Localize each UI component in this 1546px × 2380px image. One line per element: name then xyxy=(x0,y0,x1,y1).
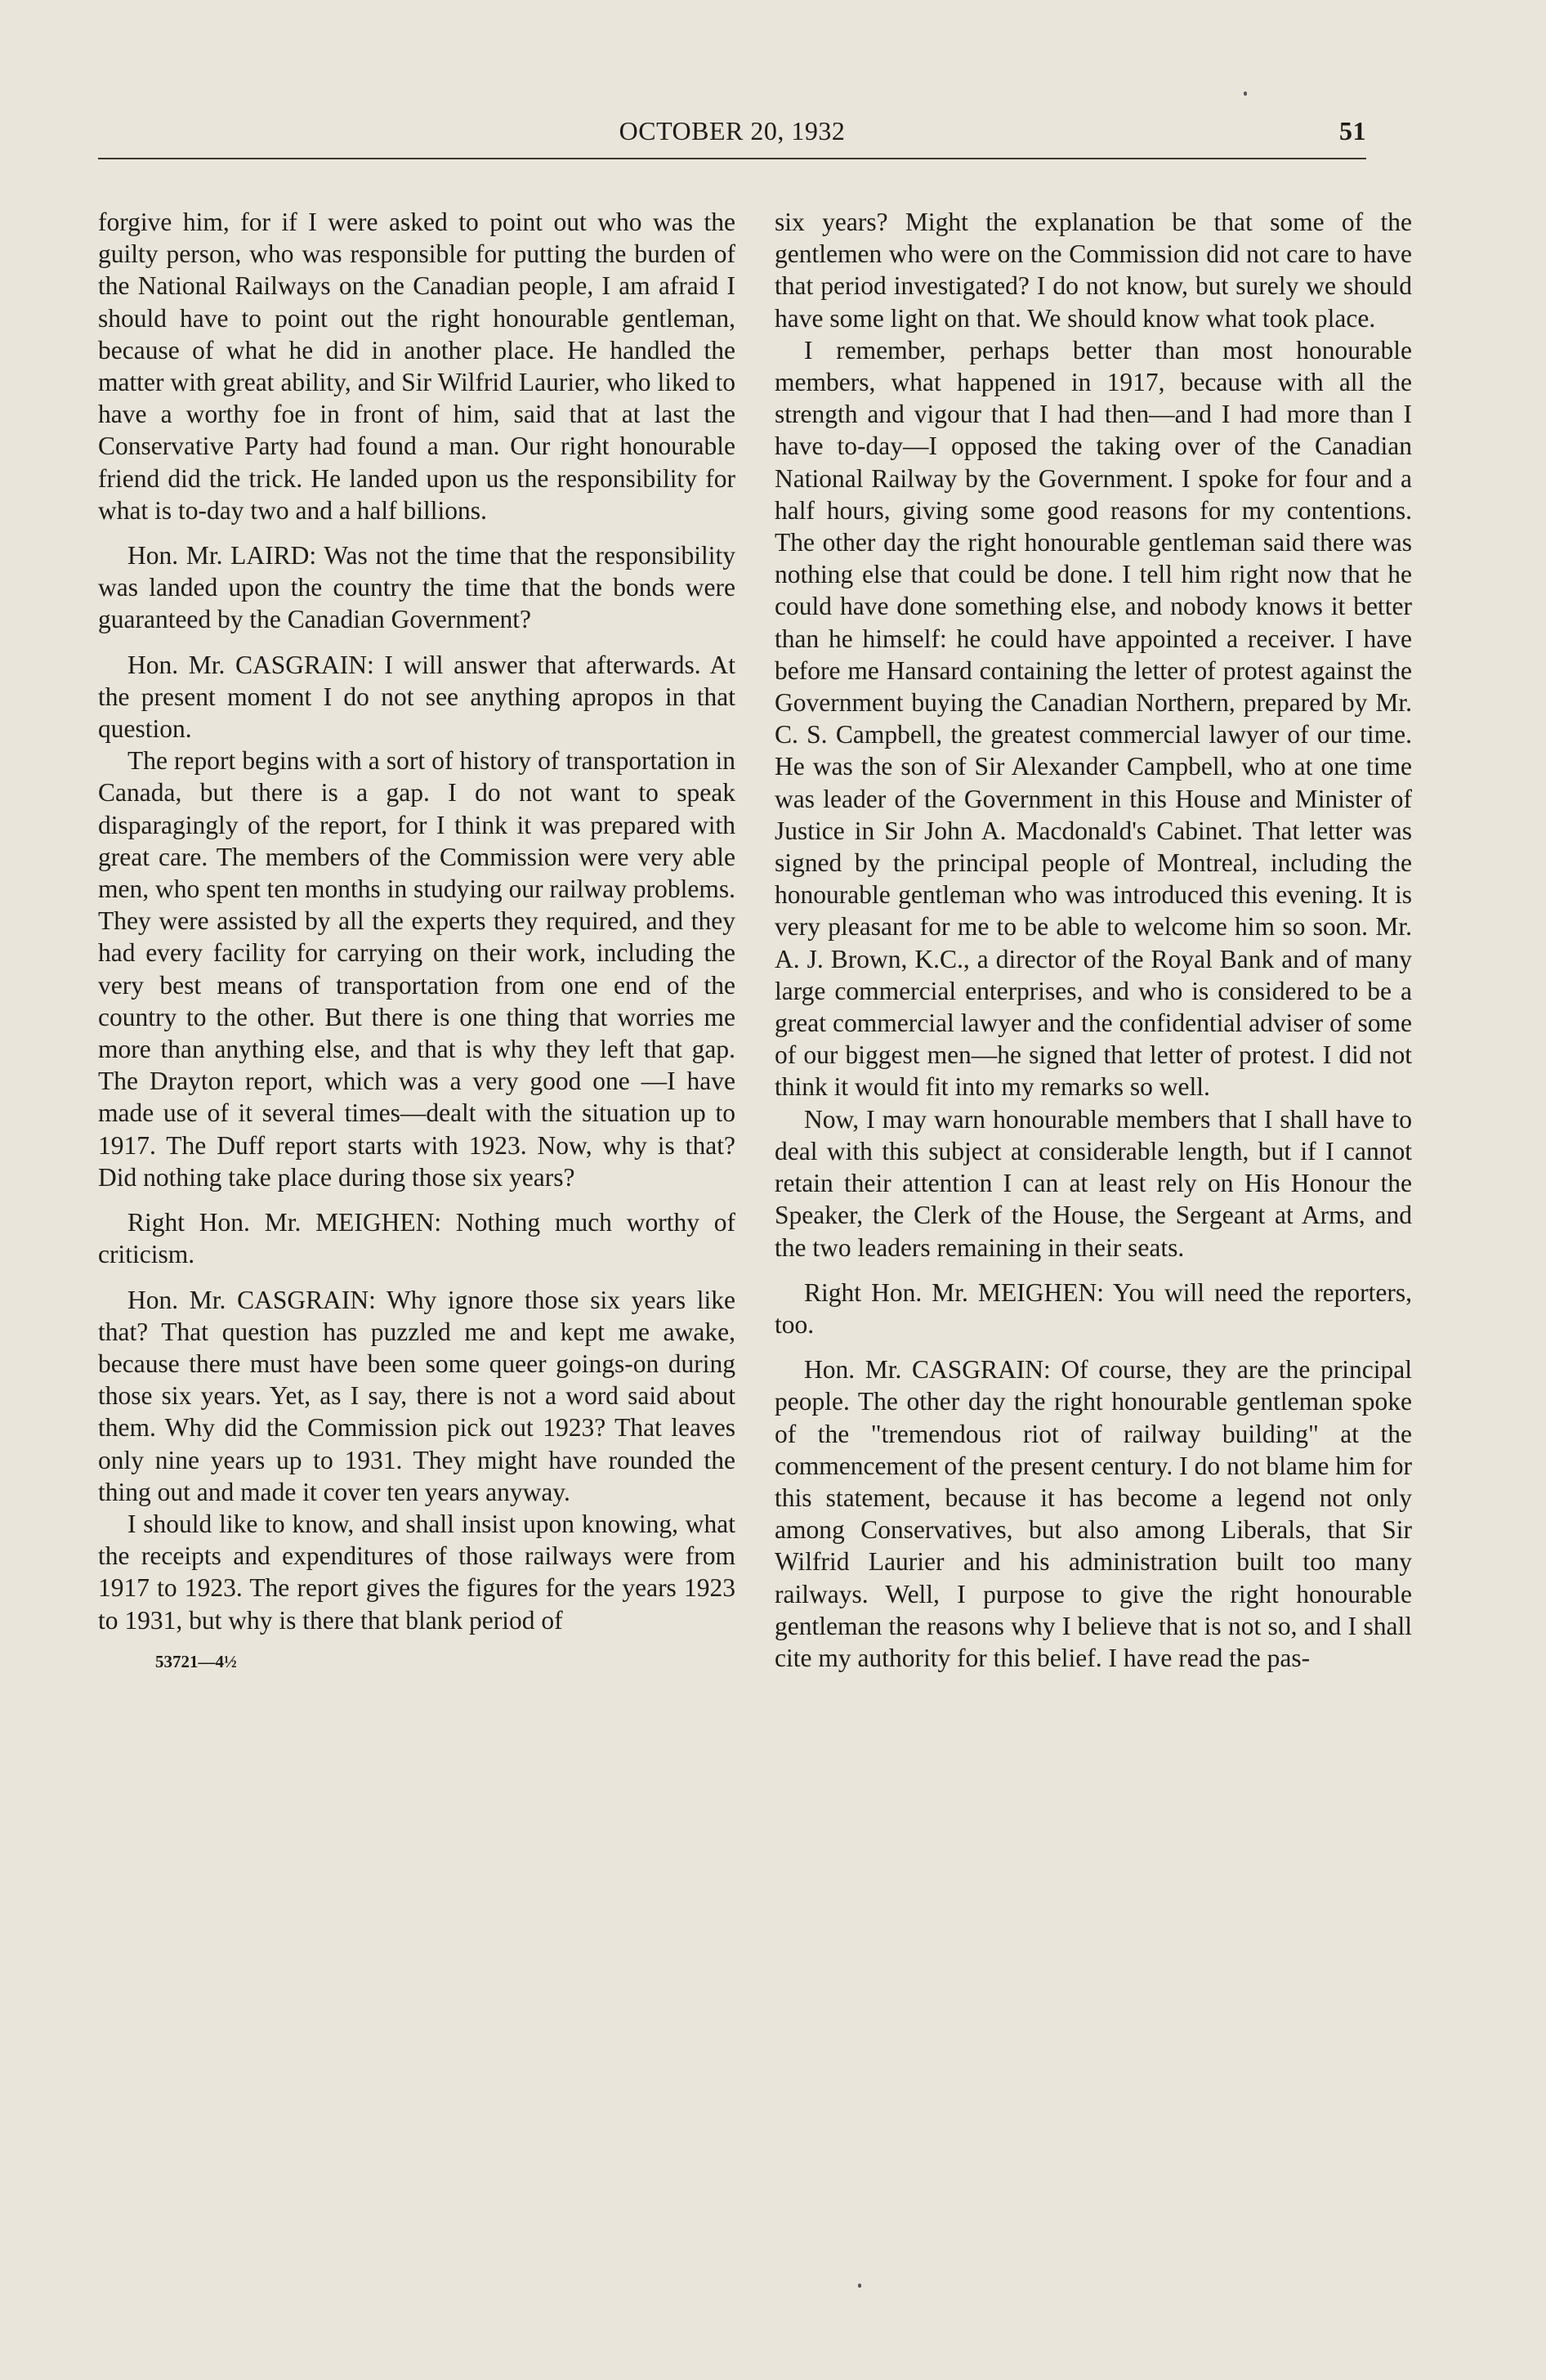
paragraph: Hon. Mr. CASGRAIN: Of course, they are the principal people. The other day the right honourable gentleman spoke of the "tremendous riot of railway building" at the commencement of the present century. I do not blame him for this statement, because it has become a legend not only among Conservatives, but also among Liberals, that Sir Wilfrid Laurier and his administration built too many railways. Well, I purpose to give the right honourable gentleman the reasons why I believe that is not so, and I shall cite my authority for this belief. I have read the pas- xyxy=(775,1355,1412,1672)
paragraph: Hon. Mr. CASGRAIN: Why ignore those six years like that? That question has puzzled me and kept me awake, because there must have been some queer goings-on during those six years. Yet, as I say, there is not a word said about them. Why did the Commission pick out 1923? That leaves only nine years up to 1931. They might have rounded the thing out and made it cover ten years anyway. xyxy=(98,1285,735,1506)
paragraph: forgive him, for if I were asked to point out who was the guilty person, who was responsible for putting the burden of the National Railways on the Canadian people, I am afraid I should have to point out the right honourable gentleman, because of what he did in another place. He handled the matter with great ability, and Sir Wilfrid Laurier, who liked to have a worthy foe in front of him, said that at last the Conservative Party had found a man. Our right honourable friend did the trick. He landed upon us the responsibility for what is to-day two and a half billions. xyxy=(98,208,735,525)
paragraph: six years? Might the explanation be that some of the gentlemen who were on the Commission did not care to have that period investigated? I do not know, but surely we should have some light on that. We should know what took place. xyxy=(775,208,1412,333)
header-date: OCTOBER 20, 1932 xyxy=(619,116,846,145)
paragraph: I remember, perhaps better than most honourable members, what happened in 1917, because with all the strength and vigour that I had then—and I had more than I have to-day—I opposed the taking over of the Canadian National Railway by the Government. I spoke for four and a half hours, giving some good reasons for my contentions. The other day the right honourable gentleman said there was nothing else that could be done. I tell him right now that he could have done something else, and nobody knows it better than he himself: he could have appointed a receiver. I have before me Hansard containing the letter of protest against the Government buying the Canadian Northern, prepared by Mr. C. S. Campbell, the greatest commercial lawyer of our time. He was the son of Sir Alexander Campbell, who at one time was leader of the Government in this House and Minister of Justice in Sir John A. Macdonald's Cabinet. That letter was signed by the principal people of Montreal, including the honourable gentleman who was introduced this evening. It is very pleasant for me to be able to welcome him so soon. Mr. A. J. Brown, K.C., a director of the Royal Bank and of many large commercial enterprises, and who is considered to be a great commercial lawyer and the confidential adviser of some of our biggest men—he signed that letter of protest. I did not think it would fit into my remarks so well. xyxy=(775,335,1412,1102)
page-number: 51 xyxy=(1339,116,1366,145)
right-column xyxy=(775,206,1412,1674)
paragraph: Hon. Mr. LAIRD: Was not the time that the responsibility was landed upon the country the time that the bonds were guaranteed by the Canadian Government? xyxy=(98,541,735,634)
printer-signature: 53721—4½ xyxy=(155,1651,237,1671)
paragraph: Hon. Mr. CASGRAIN: I will answer that afterwards. At the present moment I do not see anything apropos in that question. xyxy=(98,650,735,744)
left-column xyxy=(98,206,735,1672)
paragraph: The report begins with a sort of history of transportation in Canada, but there is a gap. I do not want to speak disparagingly of the report, for I think it was prepared with great care. The members of the Commission were very able men, who spent ten months in studying our railway problems. They were assisted by all the experts they required, and they had every facility for carrying on their work, including the very best means of transportation from one end of the country to the other. But there is one thing that worries me more than anything else, and that is why they left that gap. The Drayton report, which was a very good one —I have made use of it several times—dealt with the situation up to 1917. The Duff report starts with 1923. Now, why is that? Did nothing take place during those six years? xyxy=(98,746,735,1192)
page-header xyxy=(98,114,1366,147)
paragraph: Right Hon. Mr. MEIGHEN: Nothing much worthy of criticism. xyxy=(98,1208,735,1269)
ink-speck xyxy=(1244,92,1247,96)
paragraph: Now, I may warn honourable members that I shall have to deal with this subject at considerable length, but if I cannot retain their attention I can at least rely on His Honour the Speaker, the Clerk of the House, the Sergeant at Arms, and the two leaders remaining in their seats. xyxy=(775,1104,1412,1262)
header-rule xyxy=(98,158,1366,159)
ink-speck xyxy=(858,2284,861,2288)
paragraph: I should like to know, and shall insist upon knowing, what the receipts and expenditures of those railways were from 1917 to 1923. The report gives the figures for the years 1923 to 1931, but why is there that blank period of xyxy=(98,1509,735,1635)
paragraph: Right Hon. Mr. MEIGHEN: You will need the reporters, too. xyxy=(775,1277,1412,1339)
